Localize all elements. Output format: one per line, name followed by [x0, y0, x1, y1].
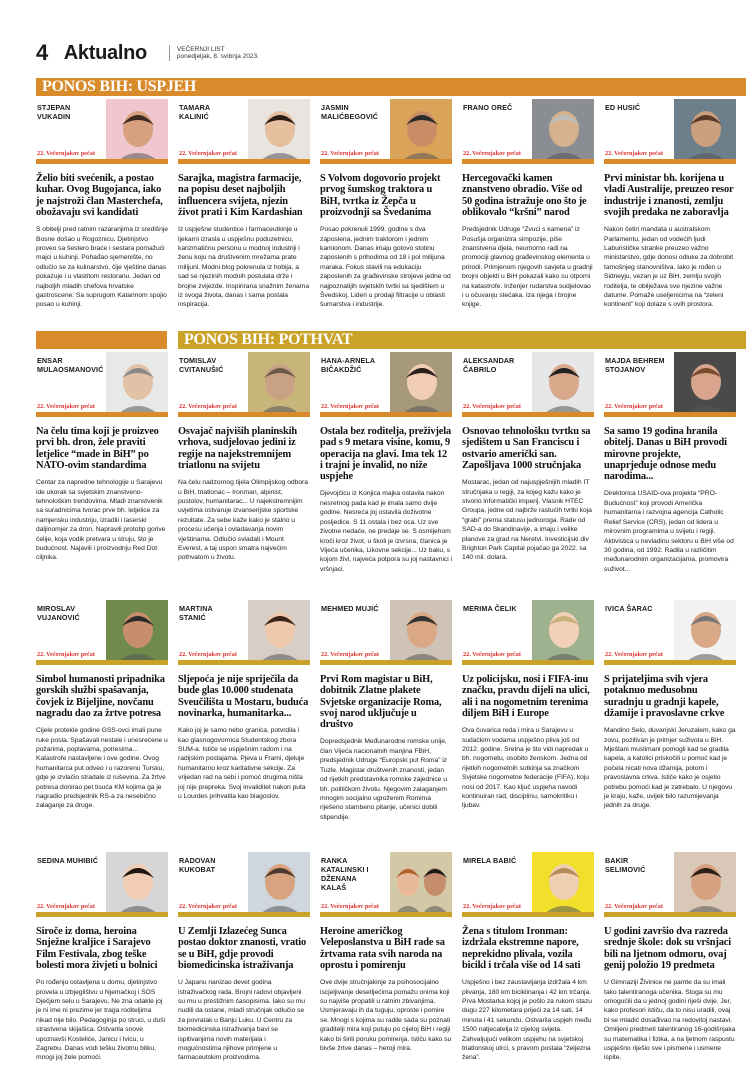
card-rule — [604, 660, 736, 665]
article-card — [320, 600, 452, 822]
article-body: Na čelu nadzornog tijela Olimpijskog odbora u BiH, triatlonac – Ironman, alpinist, pustolov, humanitarac... U najekstremnijim uvjetima ostvaruje izvanserijske sportske rezultate. Za sebe kaže kako je stalno u procesu učenja i ovladavanja novim vještinama. Odlučio svladati i Mount Everest, a taj uspon smatra najvećim pothvatom u životu. — [178, 479, 308, 562]
article-header — [320, 99, 452, 159]
publication-date: ponedjeljak, 8. svibnja 2023. — [176, 53, 259, 60]
article-headline: Ostala bez roditelja, preživjela pad s 9 metara visine, komu, 9 operacija na glavi. Ima tek 12 i trajni je invalid, no niže uspjehe — [320, 426, 452, 483]
portrait-photo — [248, 99, 310, 159]
card-rule — [178, 159, 310, 164]
article-card — [604, 352, 736, 574]
award-label: 22. Večernjakov pečat — [605, 150, 663, 157]
award-label: 22. Večernjakov pečat — [37, 903, 95, 910]
portrait-photo — [674, 99, 736, 159]
card-rule — [462, 912, 594, 917]
article-header — [462, 852, 594, 912]
person-name: RADOVAN KUKOBAT — [179, 856, 216, 874]
section-banner-uspjeh: PONOS BIH: USPJEH — [36, 78, 746, 96]
award-label: 22. Večernjakov pečat — [605, 403, 663, 410]
article-header — [462, 600, 594, 660]
article-card — [462, 600, 594, 811]
person-name: SEDINA MUHIBIĆ — [37, 856, 99, 865]
article-body: Posao pokrenuli 1999. godine s dva zaposlena, jednim traktorom i jednim kamionom. Danas imaju gotovo stotinu zaposlenih s prihodima od 18 i pol milijuna maraka. Fokus stavili na edukaciju zaposlenih za građevinske strojeve jedne od najpoznatijih svjetskih tvrtki sa sjedištem u Švedskoj. Lideri u prodaji filtracije u oblasti šumarstva i industrije. — [320, 226, 451, 309]
article-body: Iz uspješne studentice i farmaceutkinje u ljekarni izrasla u uspješnu poduzetnicu, karizmatičnu personu u modnoj industriji i ženu koju na društvenim mrežama prate milijuni. Modni blog pokrenula iz hobija, a sad se njezinih modnih postulata drže i brojne zvijezde. Inspirirana snažnim ženama iz svoga života, danas i sama postala inspiracija. — [178, 226, 310, 309]
article-body: Po rođenju ostavljena u domu, djetinjstvo provela u izbjeglištvu u Njemačkoj i SOS Dječjem selu u Sarajevu. Ne zna odakle joj je ni ime ni prezime jer traga roditeljima nikad nije bilo. Pedagoginja po struci, u duši strastvena skijašica. Ostvarila snove upoznavši Kosteliće, Janicu i Ivicu, u Zagrebu. Danas vodi tešku životnu bitku, mnogi joj žele pomoći. — [36, 979, 166, 1062]
award-label: 22. Večernjakov pečat — [605, 903, 663, 910]
card-rule — [462, 412, 594, 417]
article-card — [604, 852, 736, 1063]
article-card — [462, 352, 594, 563]
award-label: 22. Večernjakov pečat — [179, 651, 237, 658]
article-card — [178, 352, 310, 563]
article-headline: S Volvom dogovorio projekt prvog šumskog traktora u BiH, tvrtka iz Žepča u proizvodnji sa Švedanima — [320, 173, 441, 218]
portrait-photo — [248, 852, 310, 912]
article-card — [178, 852, 310, 1063]
portrait-photo — [390, 600, 452, 660]
article-header — [36, 99, 168, 159]
article-header — [604, 852, 736, 912]
portrait-photo — [106, 600, 168, 660]
person-name: HANA-ARNELA BIČAKDŽIĆ — [321, 356, 375, 374]
person-name: JASMIN MALIĆBEGOVIĆ — [321, 103, 379, 121]
portrait-photo — [674, 600, 736, 660]
card-rule — [320, 912, 452, 917]
article-body: Mostarac, jedan od najuspješnijih mladih IT stručnjaka u regiji, za kojeg kažu kako je stvorio informatički imperij. Vlasnik HTEC Groupa, jedne od najbrže rastućih tvrtki koja “grabi” prema statusu jednoroga. Rade od SAD-a do Skandinavije, a imaju i velike planove za grad na Neretvi. Investicijski div Brighton Park Capital pojačao ga 2022. sa 140 mil. dolara. — [462, 479, 592, 562]
award-label: 22. Večernjakov pečat — [463, 403, 521, 410]
card-rule — [604, 412, 736, 417]
award-label: 22. Večernjakov pečat — [37, 403, 95, 410]
person-name: MARTINA STANIĆ — [179, 604, 213, 622]
article-body: Predsjednik Udruge “Zvuci s kamena” iz Posušja organizira simpozije, piše znanstvena djela, neumorno radi na promociji glavnog građevinskog elementa u prirodi. Primjenom njegovih savjeta u gradnji brojni objekti u BiH pokazali kako su otporni na katastrofe. Inženjer rudarstva sudjelovao i u očuvanju stećaka. Iza njega i brojne knjige. — [462, 226, 593, 309]
article-card — [178, 99, 310, 310]
article-body: Direktorica USAID-ova projekta “PRO-Budućnost” koji provodi Američka humanitarna i razvojna agencija Catholic Relief Service (CRS), jedan od lidera u mirovnim programima u svijetu i regiji. Aktivistica u nevladinu sektoru u BiH više od 30 godina, od 1992. Radila u različitim međunarodnim organizacijama, promovira suživot... — [604, 490, 734, 573]
article-body: Cijele protekle godine GSS-ovci imali pune ruke posla. Spašavali nestale i unesrećene u požarima, poplavama, potresima... Katastrofe nastavljene i ove godine. Ovog humanitarca put odveo i u razorenu Tursku, gdje je izvlačio stradale iz ruševina. Za žrtve potresa donirao pet tisuća KM kojima ga je nagradio predsjednik RS-a za nesebično zalaganje za druge. — [36, 727, 168, 810]
card-rule — [36, 912, 168, 917]
article-header — [320, 852, 452, 912]
article-header — [36, 600, 168, 660]
section-banner-stub — [36, 331, 167, 349]
portrait-photo — [674, 852, 736, 912]
article-headline: U godini završio dva razreda srednje škole: dok su vršnjaci bili na ljetnom odmoru, ovaj genij položio 19 predmeta — [604, 926, 731, 971]
article-body: U Japanu nanizao devet godina istraživačkog rada. Brojni radovi objavljeni su mu u prestižnim časopisima. Iako su mu nudili da ostane, mladi stručnjak odlučio se za povratak u Banju Luku. U Centru za biomedicinska istraživanja bavi se ispitivanjima novih materijala i mogućnostima njihove primjene u farmaceutskim proizvodima. — [178, 979, 305, 1062]
portrait-photo — [106, 852, 168, 912]
article-header — [604, 99, 736, 159]
article-body: Ova čuvarica reda i mira u Sarajevu u sudačkim vodama uspješno pliva još od 2012. godine. Sretna je što vidi napredak u bh. nogometu, osobito ženskom. Jedna od rijetkih nogometnih sutkinja sa značkom Svjetske nogometne federacije (FIFA), koju nosi od 2017. Kao ključ uspjeha navodi kontinuiran rad, disciplinu, samokritiku i ljubav. — [462, 727, 589, 810]
portrait-photo — [532, 352, 594, 412]
award-label: 22. Večernjakov pečat — [37, 651, 95, 658]
article-headline: Osnovao tehnološku tvrtku sa sjedištem u San Franciscu i ostvario američki san. Zapošljava 1000 stručnjaka — [462, 426, 591, 471]
article-header — [462, 99, 594, 159]
page-number: 4 — [36, 40, 48, 65]
portrait-photo — [390, 99, 452, 159]
section-banner-pothvat: PONOS BIH: POTHVAT — [178, 331, 746, 349]
article-body: Centar za napredne tehnologije u Sarajevu ide ukorak sa svjetskim znanstveno-tehnološkim trendovima. Mladi znanstvenik sa suradnicima tvorac prve bh. letjelice za namjensku industriju, izradili i laserski daljinomjer za dron. Napravili prototip gorive ćelije, koja vodik pretvara u struju, što je budućnost. Najavili i proizvodnju Red Dot ciljnika. — [36, 479, 166, 562]
article-card — [36, 352, 168, 563]
article-headline: Siroče iz doma, heroina Snježne kraljice i Sarajevo Film Festivala, zbog teške bolesti mora živjeti u bolnici — [36, 926, 158, 971]
person-name: IVICA ŠARAC — [605, 604, 653, 613]
article-card — [604, 600, 736, 811]
article-body: S obitelji pred ratnim razaranjima iz središnje Bosne došao u Rogoznicu. Djetinjstvo proveo sa šestero braće i sestara pomažući majci u kuhinji. Pohađao sjemenište, no odlučio se za kulinarstvo, čije vještine danas pokazuje i u vlastitom restoranu. Jedan od najboljih mladih chefova hrvatske gastroscene. Sa suprugom Katarinom spojio posao u kuhinji. — [36, 226, 168, 309]
article-header — [178, 99, 310, 159]
portrait-photo — [390, 852, 452, 912]
masthead-meta — [177, 46, 259, 61]
masthead-divider — [169, 45, 170, 61]
portrait-photo — [532, 600, 594, 660]
card-rule — [604, 159, 736, 164]
article-headline: Uz policijsku, nosi i FIFA-inu značku, pravdu dijeli na ulici, ali i na nogometnim terenima diljem BiH i Europe — [462, 674, 590, 719]
article-body: Ove dvije stručnjakinje za psihosocijalno iscjeljivanje desetljećima pomažu onima koji su najviše propatili u ratnim zbivanjima. Usmjeravaju ih da tuguju, oproste i pomire se. Mnogi s kojima su radile sada su poznati graditelji mira koji putuju po cijeloj BiH i regiji kako bi širili poruku pomirenja. Ističu kako su bivše žrtve danas – heroji mira. — [320, 979, 452, 1053]
article-body: Djevojčicu iz Konjica majka ostavila nakon nesretnog pada kad je imala samo dvije godine. Nesreća joj ostavila doživotne posljedice. S 11 ostala i bez oca. Uz sve životne nedaće, ne predaje se. S osmijehom kroči kroz život, u školi je izvrsna, članica je Vijeća učenika, Likovne sekcije... Uz baku, s kojom živi, najveća potpora su joj nastavnici i vršnjaci. — [320, 490, 452, 573]
masthead — [36, 38, 259, 68]
card-rule — [178, 412, 310, 417]
card-rule — [320, 159, 452, 164]
award-label: 22. Večernjakov pečat — [463, 651, 521, 658]
card-rule — [36, 660, 168, 665]
article-headline: Sarajka, magistra farmacije, na popisu deset najboljih influencera svijeta, njezin život prati i Kim Kardashian — [178, 173, 303, 218]
award-label: 22. Večernjakov pečat — [179, 903, 237, 910]
article-card — [36, 852, 168, 1063]
article-header — [320, 352, 452, 412]
article-headline: Želio biti svećenik, a postao kuhar. Ovog Bugojanca, iako je najstroži član Masterchefa, obožavaju svi kandidati — [36, 173, 163, 218]
article-headline: Prvi ministar bh. korijena u vladi Australije, preuzeo resor industrije i znanosti, zemlju svojih predaka ne zaboravlja — [604, 173, 734, 218]
article-header — [36, 352, 168, 412]
card-rule — [36, 412, 168, 417]
card-rule — [178, 912, 310, 917]
card-rule — [178, 660, 310, 665]
article-card — [462, 99, 594, 310]
person-name: MERIMA ČELIK — [463, 604, 517, 613]
publication-name: VEČERNJI LIST — [176, 45, 225, 53]
portrait-photo — [106, 99, 168, 159]
person-name: ED HUSIĆ — [605, 103, 641, 112]
section-title: Aktualno — [63, 41, 147, 64]
person-name: ENSAR MULAOSMANOVIĆ — [37, 356, 104, 374]
person-name: STJEPAN VUKADIN — [37, 103, 71, 121]
article-headline: U Zemlji Izlazećeg Sunca postao doktor znanosti, vratio se u BiH, gdje provodi biomedicinska istraživanja — [178, 926, 307, 971]
article-body: Kako joj je samo nebo granica, potvrdila i kao glasnogovornica Studentskog zbora SUM-a. Ističe se uspješnim radom i na radijskim postajama. Pjeva u Frami, djeluje humanitarno kroz karitativne sekcije. Za vrijedan rad na sebi i pomoć drugima ništa joj nije prepreka. Svoj invaliditet nakon puta u Lourdes prihvatila kao blagoslov. — [178, 727, 306, 801]
article-header — [604, 352, 736, 412]
portrait-photo — [106, 352, 168, 412]
person-name: TOMISLAV CVITANUŠIĆ — [179, 356, 224, 374]
article-body: Dopredsjednik Međunarodne romske unije, član Vijeća nacionalnih manjina FBiH, predsjednik Udruge “Europski put Roma” iz Tuzle. Magistar društvenih znanosti, jedan od rijetkih predstavnika romske zajednice u bh. političkom životu. Njegovim zalaganjem mnogim socijalno ugroženim Romima riješeno stambeno pitanje, učenici dobili stipendije. — [320, 738, 448, 821]
article-card — [178, 600, 310, 801]
portrait-photo — [248, 352, 310, 412]
article-headline: Heroine američkog Veleposlanstva u BiH rade sa žrtvama rata svih naroda na oprostu i pomirenju — [320, 926, 445, 971]
person-name: MIROSLAV VUJANOVIĆ — [37, 604, 80, 622]
person-name: RANKA KATALINSKI I DŽENANA KALAŠ — [321, 856, 369, 892]
card-rule — [462, 660, 594, 665]
award-label: 22. Večernjakov pečat — [321, 403, 379, 410]
article-body: Uspješno i bez zaustavljanja izdržala 4 km plivanja, 180 km biciklinanja i 42 km trčanja. Prva Mostarka kojoj je pošlo za rukom stazu dugu 227 kilometara prijeći za 14 sati, 14 minuta i 41 sekundu. Ostvarila uspjeh među 1500 natjecatelja iz cijelog svijeta. Zahvaljujući velikom uspjehu na svjetskoj triatlonskoj utrci, s pravom postala “željezna žena”. — [462, 979, 592, 1062]
article-header — [178, 352, 310, 412]
award-label: 22. Večernjakov pečat — [321, 903, 379, 910]
article-body: Mandino Selo, duvanjski Jeruzalem, kako ga zovu, pozitivan je primjer suživota u BiH. Mještani muslimani pomogli kad se gradila kapela, a katolici priskočili u pomoć kad je počela nicati nova džamija, potom i pravoslavna crkva. Ističe kako je osjetio potrebu pomoći kad je zatrebalo. U njegovu je kraju, kaže, uvijek bilo razumijevanja jednih za druge. — [604, 727, 736, 810]
article-header — [36, 852, 168, 912]
article-headline: S prijateljima svih vjera potaknuo međusobnu suradnju u gradnji kapele, džamije i pravoslavne crkve — [604, 674, 725, 719]
award-label: 22. Večernjakov pečat — [605, 651, 663, 658]
article-headline: Na čelu tima koji je proizveo prvi bh. dron, žele praviti letjelice “made in BiH” po NATO-ovim standardima — [36, 426, 159, 471]
article-card — [36, 99, 168, 310]
card-rule — [320, 660, 452, 665]
article-header — [462, 352, 594, 412]
portrait-photo — [248, 600, 310, 660]
person-name: ALEKSANDAR ČABRILO — [463, 356, 515, 374]
portrait-photo — [390, 352, 452, 412]
award-label: 22. Večernjakov pečat — [463, 903, 521, 910]
card-rule — [462, 159, 594, 164]
article-card — [36, 600, 168, 811]
article-body: Nakon četiri mandata u australskom Parlamentu, jedan od vodećih ljudi Laburističke stranke preuzeo važno ministarstvo, gdje donosi odluke za dobrobit tamošnjeg stanovništva. Iako je rođen u Sidneyju, vezan je uz BiH, zemlju svojih roditelja, te obilježava sve njezine važne datume. Pomaže useljenicima na “zeleni kontinent” koji dolaze s ovih prostora. — [604, 226, 734, 309]
article-headline: Osvajač najviših planinskih vrhova, sudjelovao jedini iz regije na najekstremnijem triatlonu na svijetu — [178, 426, 297, 471]
card-rule — [604, 912, 736, 917]
person-name: TAMARA KALINIĆ — [179, 103, 210, 121]
article-header — [178, 852, 310, 912]
article-header — [604, 600, 736, 660]
article-body: U Gimnaziji Živinice ne pamte da su imali tako talentiranoga učenika. Stoga su mu omogućili da u jednoj godini riješi dvije. Jer, kako profesori ističu, da to nisu uradili, ovaj bi se mladić dosađivao na redovitoj nastavi. Omiljeni predmeti talentiranog 16-godišnjaka su matematika i fizika, a na ljetnom raspustu uspješno riješio sve i pismene i usmene ispite. — [604, 979, 736, 1062]
article-card — [320, 852, 452, 1053]
article-headline: Prvi Rom magistar u BiH, dobitnik Zlatne plakete Svjetske organizacije Roma, svoj narod uključuje u društvo — [320, 674, 442, 731]
article-card — [604, 99, 736, 310]
article-headline: Hercegovački kamen znanstveno obradio. Više od 50 godina istražuje ono što je oblikovalo “kršni” narod — [462, 173, 587, 218]
award-label: 22. Večernjakov pečat — [321, 651, 379, 658]
card-rule — [320, 412, 452, 417]
portrait-photo — [532, 99, 594, 159]
award-label: 22. Večernjakov pečat — [179, 150, 237, 157]
article-headline: Žena s titulom Ironman: izdržala ekstremne napore, neprekidno plivala, vozila bicikl i trčala više od 14 sati — [462, 926, 581, 971]
person-name: MAJDA BEHREM STOJANOV — [605, 356, 665, 374]
article-headline: Sljepoća je nije spriječila da bude glas 10.000 studenata Sveučilišta u Mostaru, buduća novinarka, humanitarka... — [178, 674, 309, 719]
article-header — [320, 600, 452, 660]
article-card — [320, 99, 452, 310]
portrait-photo — [532, 852, 594, 912]
article-headline: Simbol humanosti pripadnika gorskih službi spašavanja, čovjek iz Bijeljine, novčanu nagradu dao za žrtve potresa — [36, 674, 165, 719]
card-rule — [36, 159, 168, 164]
person-name: BAKIR SELIMOVIĆ — [605, 856, 646, 874]
award-label: 22. Večernjakov pečat — [179, 403, 237, 410]
person-name: MEHMED MUJIĆ — [321, 604, 379, 613]
person-name: FRANO OREČ — [463, 103, 513, 112]
portrait-photo — [674, 352, 736, 412]
person-name: MIRELA BABIĆ — [463, 856, 517, 865]
award-label: 22. Večernjakov pečat — [321, 150, 379, 157]
article-card — [320, 352, 452, 574]
article-card — [462, 852, 594, 1063]
article-headline: Sa samo 19 godina hranila obitelj. Danas u BiH provodi mirovne projekte, unaprjeđuje odnose među narodima... — [604, 426, 727, 483]
award-label: 22. Večernjakov pečat — [37, 150, 95, 157]
award-label: 22. Večernjakov pečat — [463, 150, 521, 157]
article-header — [178, 600, 310, 660]
